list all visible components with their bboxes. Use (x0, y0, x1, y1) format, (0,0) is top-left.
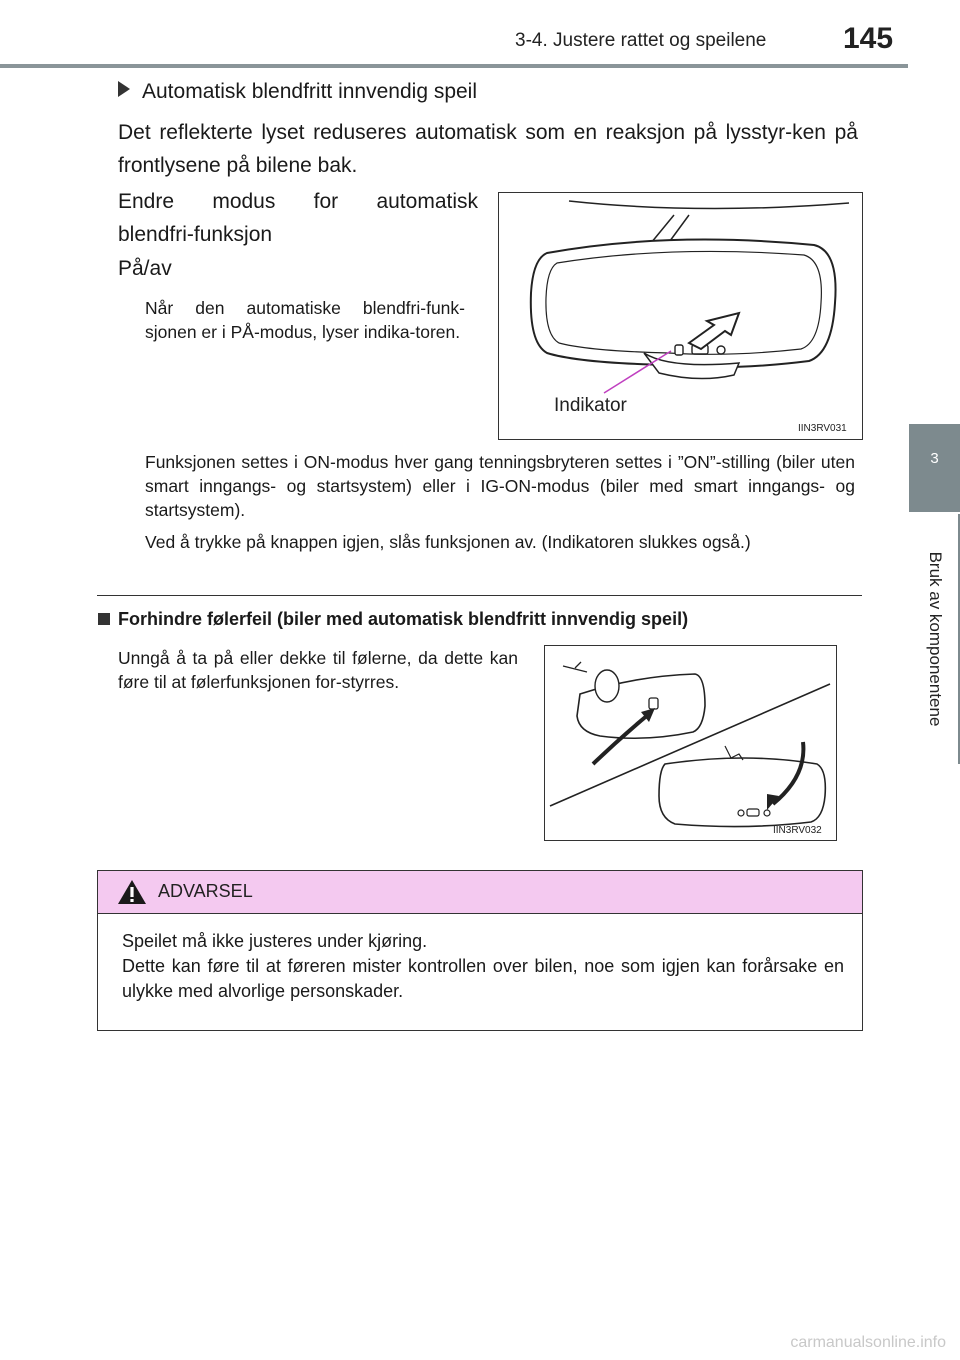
subsection-heading (98, 609, 688, 630)
section-heading-text: Automatisk blendfritt innvendig speil (142, 80, 478, 103)
triangle-bullet-icon (118, 81, 130, 97)
section-heading (118, 80, 477, 104)
warning-box (97, 870, 863, 1031)
indicator-label: Indikator (554, 395, 627, 416)
sensor-paragraph: Unngå å ta på eller dekke til følerne, da dette kan føre til at følerfunksjonen for-styrres. (118, 648, 518, 692)
warning-header (98, 871, 862, 914)
mirror-figure (498, 192, 863, 440)
warning-title: ADVARSEL (158, 881, 253, 901)
warning-body (122, 929, 844, 1004)
figure-code: IIN3RV032 (773, 825, 822, 836)
warning-line1: Speilet må ikke justeres under kjøring. (122, 931, 428, 951)
running-header: 3-4. Justere rattet og speilene (515, 30, 767, 51)
on-off-label: På/av (118, 257, 172, 280)
warning-line2: Dette kan føre til at føreren mister kontrollen over bilen, noe som igjen kan forårsake en ulykke med alvorlige personskader. (122, 956, 844, 1001)
warning-triangle-icon (116, 878, 148, 906)
press-paragraph: Ved å trykke på knappen igjen, slås funksjonen av. (Indikatoren slukkes også.) (145, 532, 751, 552)
function-paragraph: Funksjonen settes i ON-modus hver gang tenningsbryteren settes i ”ON”-stilling (biler uten smart inngangs- og startsystem) eller i IG-ON-modus (biler med smart inngangs- og startsystem). (145, 452, 855, 520)
indicator-paragraph: Når den automatiske blendfri-funk-sjonen er i PÅ-modus, lyser indika-toren. (145, 298, 465, 342)
sensor-illustration (545, 646, 836, 840)
lead-paragraph: Det reflekterte lyset reduseres automatisk som en reaksjon på lysstyr-ken på frontlysene på bilene bak. (118, 121, 858, 177)
chapter-tab (909, 514, 960, 764)
section-divider (97, 595, 862, 596)
figure-code: IIN3RV031 (798, 423, 847, 434)
sensor-figure (544, 645, 837, 841)
mode-paragraph-line2: blendfri-funksjon (118, 223, 273, 246)
header-rule (0, 64, 908, 68)
page-number: 145 (843, 22, 894, 55)
subsection-heading-text: Forhindre følerfeil (biler med automatisk blendfritt innvendig speil) (118, 609, 689, 629)
chapter-tab-number: 3 (909, 424, 960, 512)
chapter-tab-label: Bruk av komponentene (925, 551, 945, 727)
square-bullet-icon (98, 613, 110, 625)
watermark: carmanualsonline.info (790, 1334, 946, 1351)
mode-paragraph-line1: Endre modus for automatisk (118, 190, 478, 213)
